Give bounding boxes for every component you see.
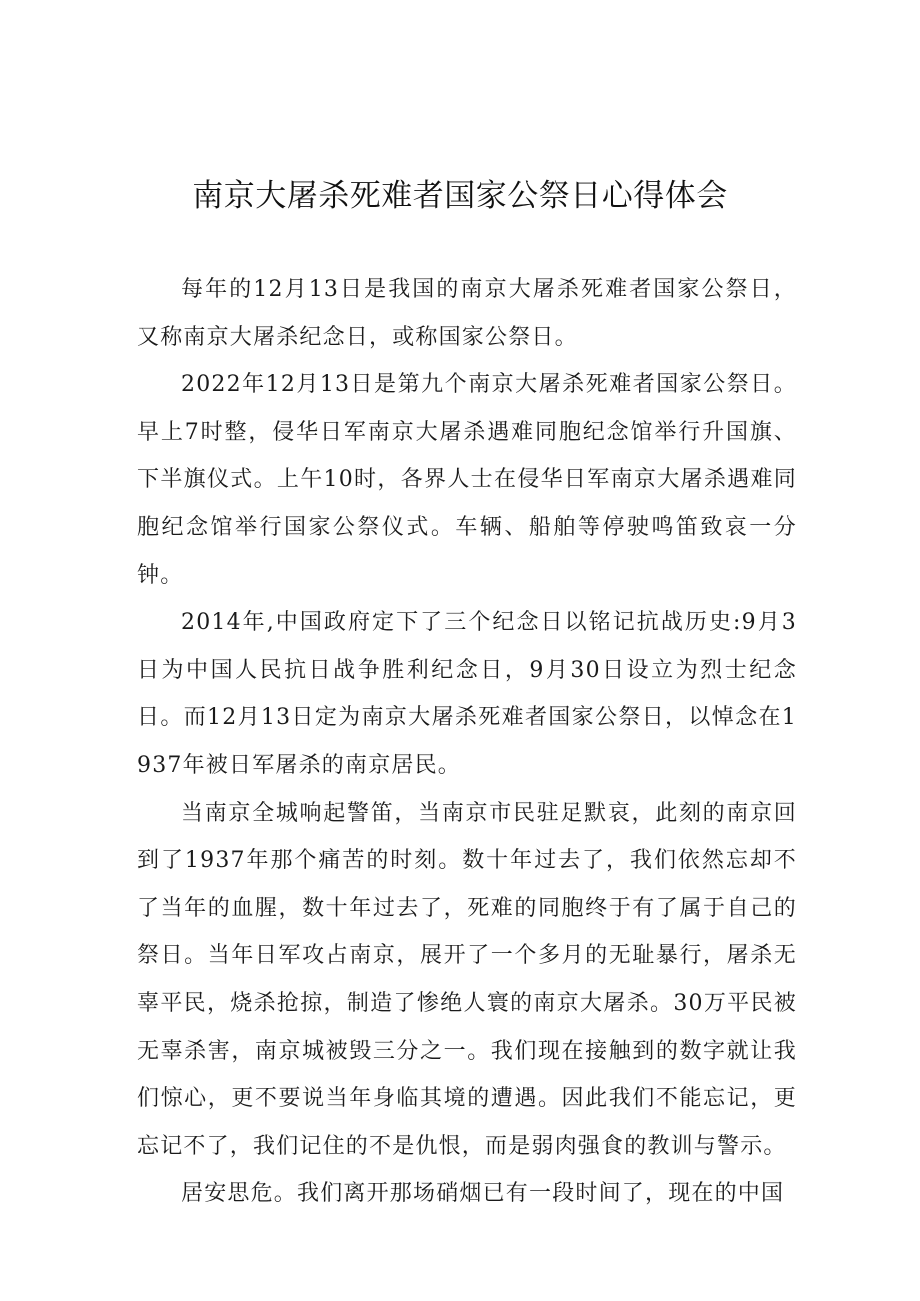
paragraph-5: 居安思危。我们离开那场硝烟已有一段时间了，现在的中国: [181, 1181, 785, 1207]
document-body: [137, 266, 797, 1218]
document-title: 南京大屠杀死难者国家公祭日心得体会: [192, 178, 728, 214]
paragraph-4: 当南京全城响起警笛，当南京市民驻足默哀，此刻的南京回到了1937年那个痛苦的时刻。数十年过去了，我们依然忘却不了当年的血腥，数十年过去了，死难的同胞终于有了属于自己的祭日。当年日军攻占南京，展开了一个多月的无耻暴行，屠杀无辜平民，烧杀抢掠，制造了惨绝人寰的南京大屠杀。30万平民被无辜杀害，南京城被毁三分之一。我们现在接触到的数字就让我们惊心，更不要说当年身临其境的遭遇。因此我们不能忘记，更忘记不了，我们记住的不是仇恨，而是弱肉强食的教训与警示。: [137, 800, 797, 1159]
paragraph-1: 每年的12月13日是我国的南京大屠杀死难者国家公祭日，又称南京大屠杀纪念日，或称国家公祭日。: [137, 277, 797, 350]
paragraph-3: 2014年,中国政府定下了三个纪念日以铭记抗战历史:9月3日为中国人民抗日战争胜利纪念日，9月30日设立为烈士纪念日。而12月13日定为南京大屠杀死难者国家公祭日，以悼念在1937年被日军屠杀的南京居民。: [137, 610, 797, 778]
paragraph-2: 2022年12月13日是第九个南京大屠杀死难者国家公祭日。早上7时整，侵华日军南京大屠杀遇难同胞纪念馆举行升国旗、下半旗仪式。上午10时，各界人士在侵华日军南京大屠杀遇难同胞纪念馆举行国家公祭仪式。车辆、船舶等停驶鸣笛致哀一分钟。: [137, 372, 797, 588]
